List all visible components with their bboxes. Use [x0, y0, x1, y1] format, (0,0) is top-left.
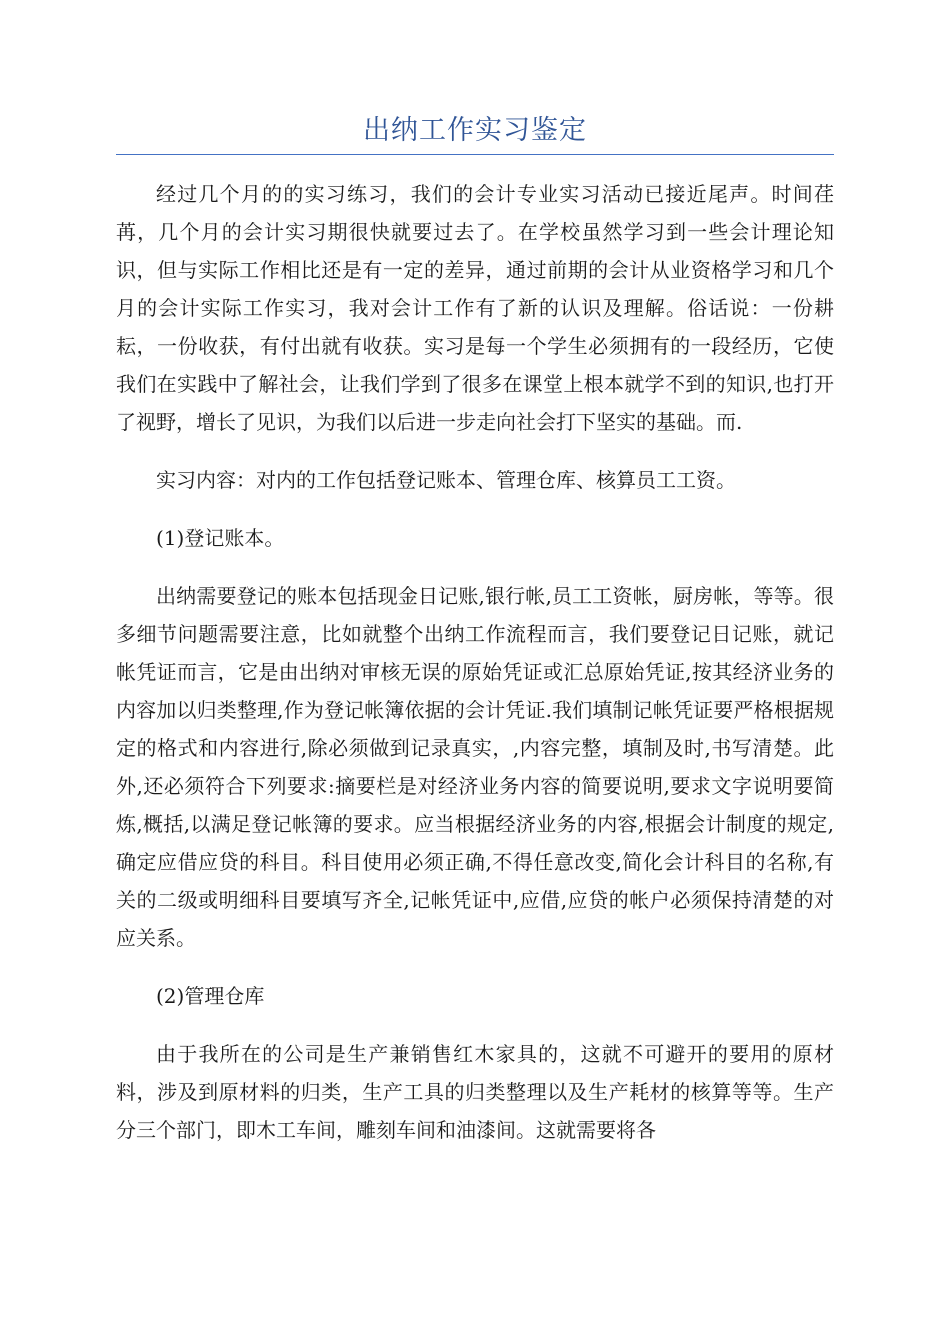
paragraph-intro: 经过几个月的的实习练习，我们的会计专业实习活动已接近尾声。时间荏苒，几个月的会计实习期很快就要过去了。在学校虽然学习到一些会计理论知识，但与实际工作相比还是有一定的差异，通过前期的会计从业资格学习和几个月的会计实际工作实习，我对会计工作有了新的认识及理解。俗话说：一份耕耘，一份收获，有付出就有收获。实习是每一个学生必须拥有的一段经历，它使我们在实践中了解社会，让我们学到了很多在课堂上根本就学不到的知识,也打开了视野，增长了见识，为我们以后进一步走向社会打下坚实的基础。而.: [116, 182, 834, 434]
title-underline: [116, 154, 834, 155]
document-body: [116, 175, 834, 1149]
document-title: 出纳工作实习鉴定: [363, 115, 587, 146]
paragraph-bookkeeping: 出纳需要登记的账本包括现金日记账,银行帐,员工工资帐，厨房帐，等等。很多细节问题需要注意，比如就整个出纳工作流程而言，我们要登记日记账，就记帐凭证而言，它是由出纳对审核无误的原始凭证或汇总原始凭证,按其经济业务的内容加以归类整理,作为登记帐簿依据的会计凭证.我们填制记帐凭证要严格根据规定的格式和内容进行,除必须做到记录真实，,内容完整，填制及时,书写清楚。此外,还必须符合下列要求:摘要栏是对经济业务内容的简要说明,要求文字说明要简炼,概括,以满足登记帐簿的要求。应当根据经济业务的内容,根据会计制度的规定,确定应借应贷的科目。科目使用必须正确,不得任意改变,简化会计科目的名称,有关的二级或明细科目要填写齐全,记帐凭证中,应借,应贷的帐户必须保持清楚的对应关系。: [116, 584, 834, 950]
paragraph-warehouse: 由于我所在的公司是生产兼销售红木家具的，这就不可避开的要用的原材料，涉及到原材料的归类，生产工具的归类整理以及生产耗材的核算等等。生产分三个部门，即木工车间，雕刻车间和油漆间。这就需要将各: [116, 1042, 834, 1142]
heading-bookkeeping: (1)登记账本。: [156, 526, 285, 550]
heading-warehouse: (2)管理仓库: [156, 984, 265, 1008]
paragraph-internship-content: 实习内容：对内的工作包括登记账本、管理仓库、核算员工工资。: [156, 468, 736, 492]
